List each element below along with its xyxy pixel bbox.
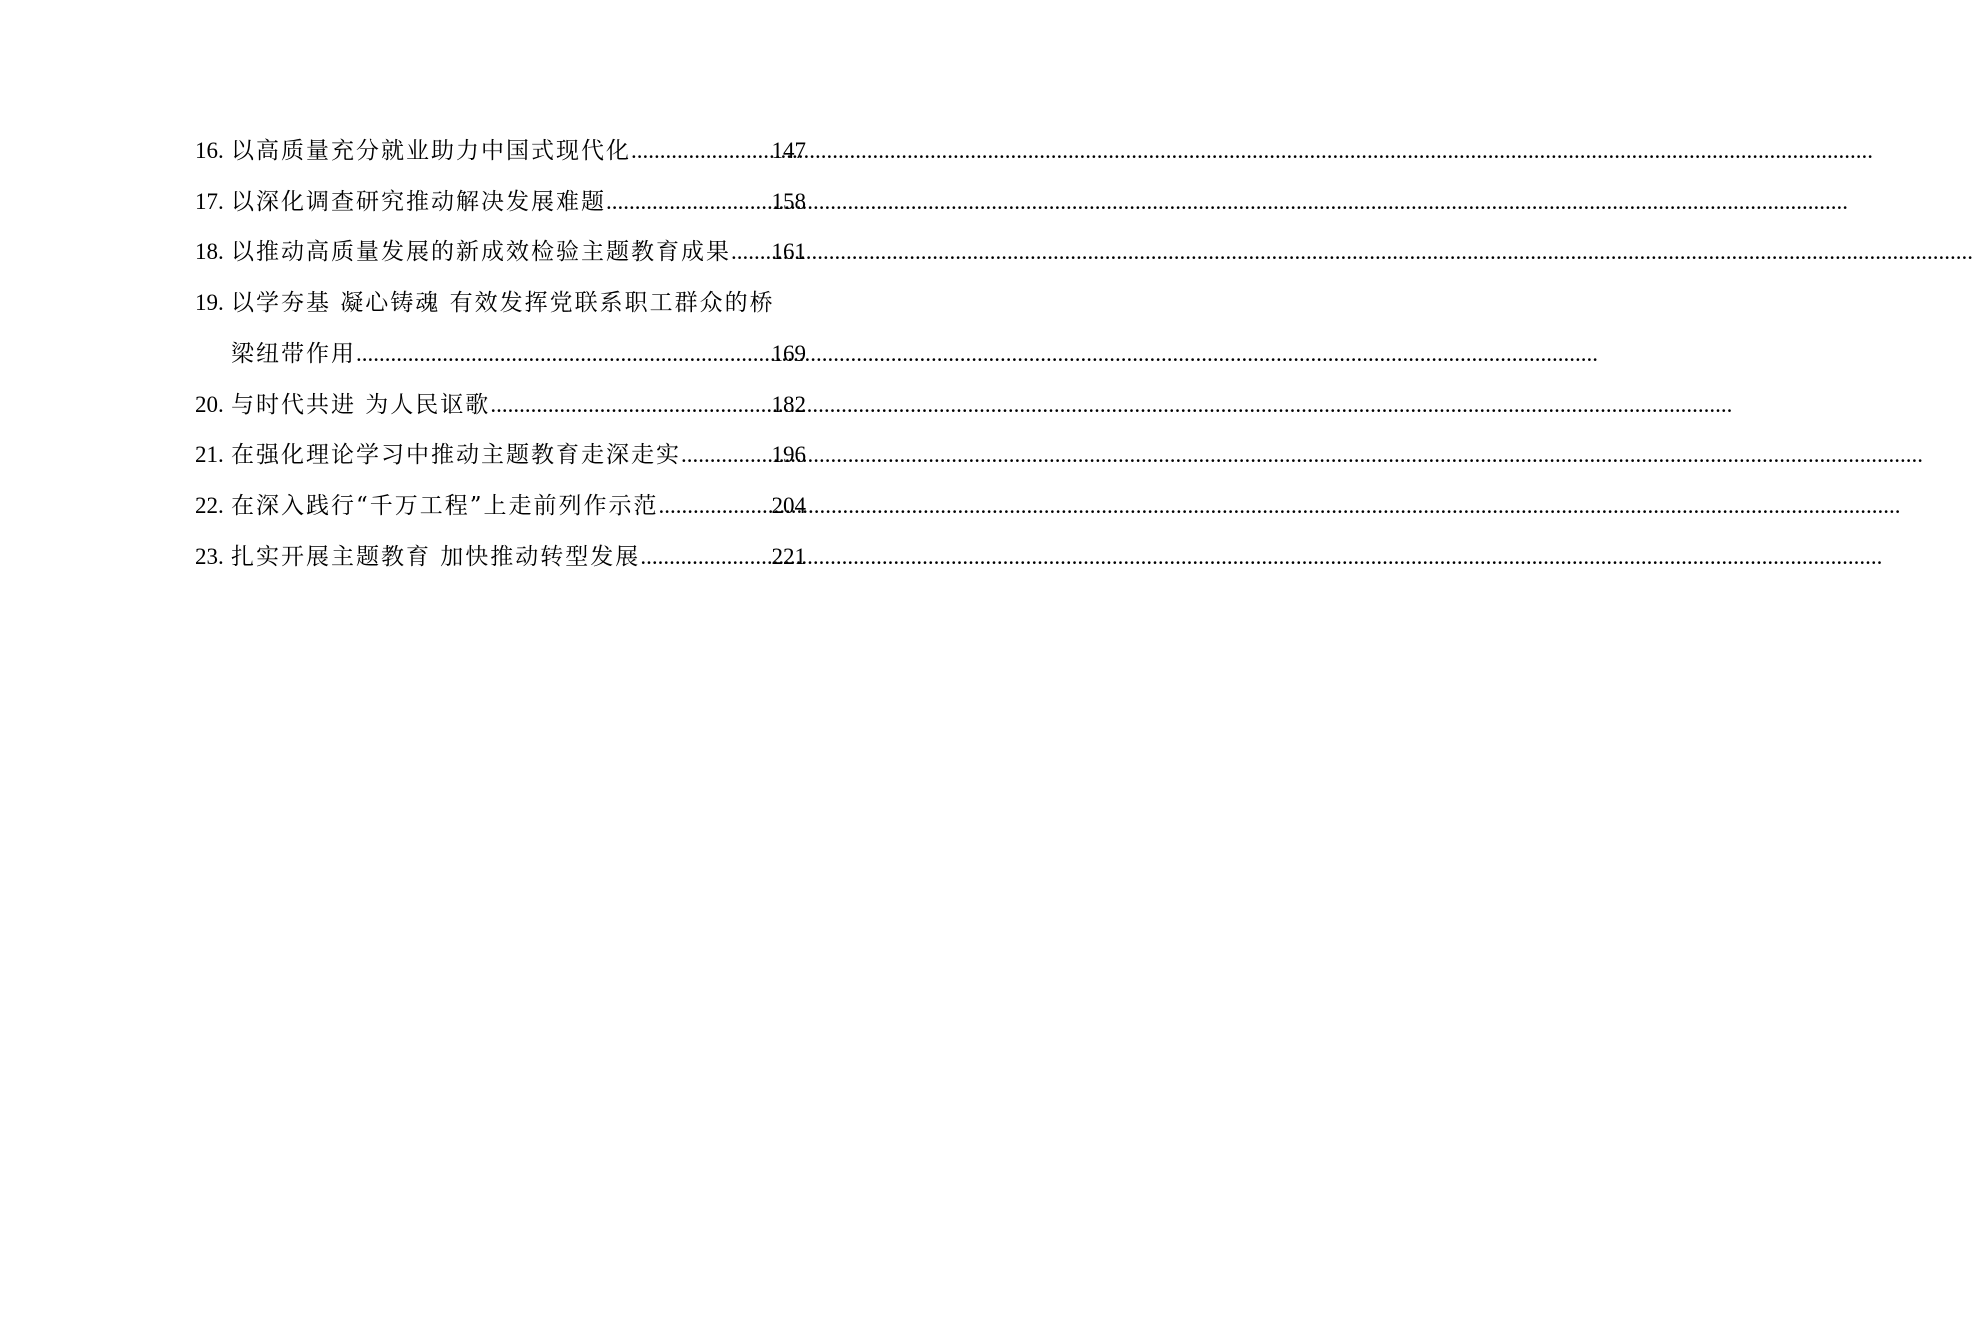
- toc-entry-title: 以学夯基 凝心铸魂 有效发挥党联系职工群众的桥: [231, 290, 775, 317]
- toc-entry-title: 与时代共进 为人民讴歌: [231, 391, 491, 418]
- toc-entry-20[interactable]: [195, 380, 806, 431]
- toc-page-number: 204: [771, 492, 806, 518]
- toc-entry-title: 以推动高质量发展的新成效检验主题教育成果: [231, 239, 731, 266]
- toc-entry-21[interactable]: [195, 430, 806, 481]
- toc-page-number: 221: [771, 543, 806, 569]
- toc-entry-number: 17.: [195, 188, 224, 214]
- toc-entry-16[interactable]: [195, 126, 806, 177]
- toc-entry-number: 20.: [195, 391, 224, 417]
- toc-entry-title: 以深化调查研究推动解决发展难题: [231, 188, 606, 215]
- toc-page-number: 158: [771, 188, 806, 214]
- toc-page-number: 147: [771, 138, 806, 163]
- toc-entry-number: 22.: [195, 492, 224, 518]
- toc-entry-number: 19.: [195, 290, 224, 316]
- toc-entry-22[interactable]: [195, 481, 806, 532]
- toc-entry-title: 以高质量充分就业助力中国式现代化: [231, 138, 631, 164]
- toc-dot-leader: [659, 481, 772, 531]
- toc-page-number: 182: [771, 391, 806, 417]
- toc-dot-leader: [490, 380, 771, 430]
- toc-page-number: 161: [771, 239, 806, 265]
- toc-entry-19[interactable]: [195, 278, 806, 379]
- toc-entry-title: 在深入践行“千万工程”上走前列作示范: [231, 492, 659, 519]
- toc-dot-leader: [681, 430, 772, 480]
- table-of-contents: [195, 126, 806, 582]
- toc-entry-17[interactable]: [195, 177, 806, 228]
- toc-entry-title: 在强化理论学习中推动主题教育走深走实: [231, 442, 681, 469]
- toc-entry-23[interactable]: [195, 532, 806, 583]
- toc-dot-leader: [640, 532, 771, 582]
- toc-dot-leader: [606, 177, 772, 227]
- toc-entry-title-continued: 梁纽带作用: [231, 340, 356, 367]
- toc-entry-number: 18.: [195, 239, 224, 265]
- toc-dot-leader: [631, 126, 772, 176]
- toc-entry-18[interactable]: [195, 227, 806, 278]
- toc-entry-number: 16.: [195, 138, 224, 163]
- toc-page-number: 169: [771, 340, 806, 366]
- toc-entry-title: 扎实开展主题教育 加快推动转型发展: [231, 543, 641, 570]
- toc-entry-number: 23.: [195, 543, 224, 569]
- toc-entry-number: 21.: [195, 442, 224, 468]
- toc-dot-leader: [356, 329, 772, 379]
- toc-dot-leader: [731, 227, 772, 277]
- toc-page-number: 196: [771, 442, 806, 468]
